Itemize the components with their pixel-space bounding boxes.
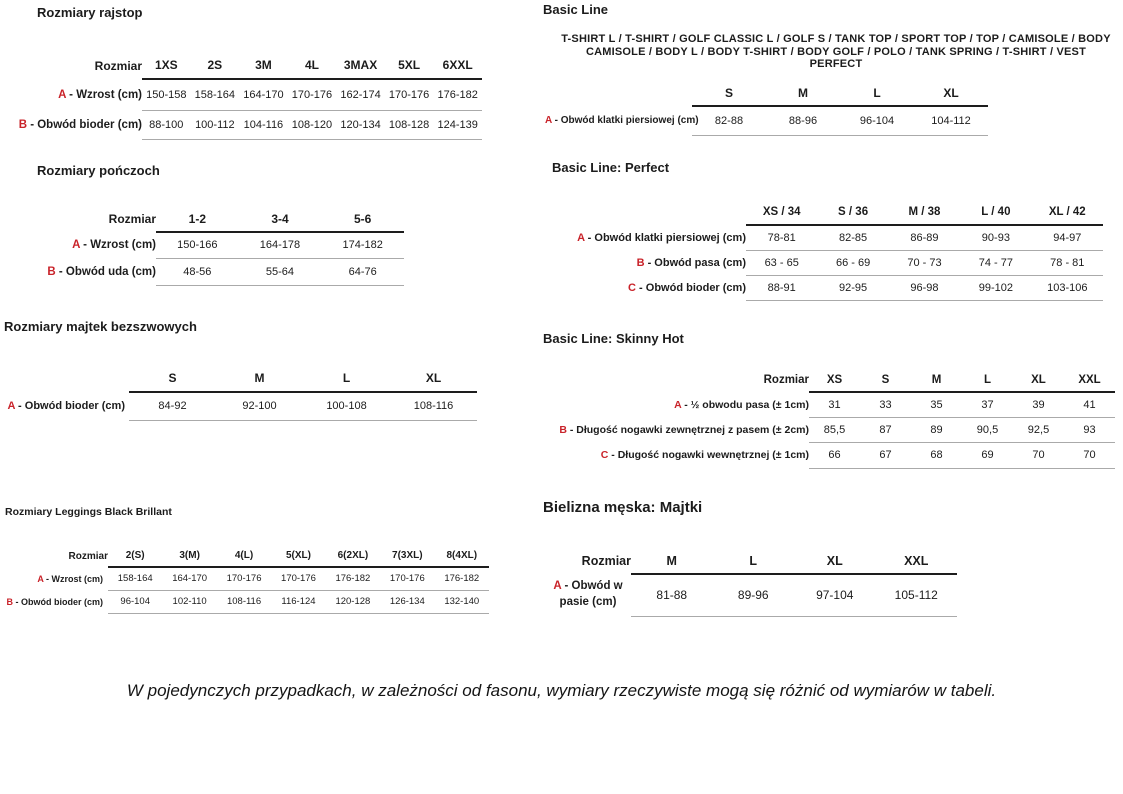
size-value: 70: [1064, 442, 1115, 468]
table-corner-label: Rozmiar: [94, 58, 142, 73]
size-value: 150-158: [142, 79, 191, 110]
size-value: 100-112: [191, 110, 240, 139]
row-label: A - Obwód w pasie (cm): [553, 580, 623, 608]
row-label: C - Obwód bioder (cm): [628, 281, 746, 294]
size-value: 176-182: [435, 567, 489, 590]
size-value: 33: [860, 392, 911, 417]
size-value: 162-174: [336, 79, 385, 110]
column-header: L: [962, 368, 1013, 392]
column-header: XL: [390, 364, 477, 392]
column-header: M: [911, 368, 962, 392]
size-value: 93: [1064, 417, 1115, 442]
size-value: 87: [860, 417, 911, 442]
size-value: 176-182: [326, 567, 380, 590]
row-label: A - Obwód klatki piersiowej (cm): [545, 115, 699, 126]
size-value: 35: [911, 392, 962, 417]
size-value: 96-104: [840, 106, 914, 135]
size-value: 105-112: [876, 574, 958, 616]
size-value: 108-116: [390, 392, 477, 420]
row-label: B - Obwód bioder (cm): [6, 596, 103, 607]
size-value: 55-64: [239, 258, 322, 285]
column-header: M / 38: [889, 199, 960, 225]
size-value: 88-91: [746, 275, 817, 300]
column-header: 4L: [288, 52, 337, 79]
size-value: 67: [860, 442, 911, 468]
size-value: 92,5: [1013, 417, 1064, 442]
size-value: 31: [809, 392, 860, 417]
basic-line-product-list: T-SHIRT L / T-SHIRT / GOLF CLASSIC L / GOLF S / TANK TOP / SPORT TOP / TOP / CAMISOLE / BODY CAMISOLE / BODY L / BODY T-SHIRT / BODY GOLF / POLO / TANK SPRING / T-SHIRT / VEST PERFECT: [561, 33, 1111, 70]
size-value: 64-76: [321, 258, 404, 285]
size-value: 94-97: [1032, 225, 1103, 250]
measure-letter: B: [47, 265, 56, 278]
column-header: M: [216, 364, 303, 392]
column-header: XXL: [876, 548, 958, 574]
row-label: B - Obwód pasa (cm): [636, 256, 746, 269]
row-label: A - Obwód klatki piersiowej (cm): [577, 231, 746, 244]
size-value: 96-98: [889, 275, 960, 300]
size-value: 96-104: [108, 590, 162, 613]
size-value: 176-182: [433, 79, 482, 110]
column-header: L: [840, 80, 914, 106]
row-label: A - Wzrost (cm): [58, 88, 142, 101]
size-value: 108-116: [217, 590, 271, 613]
column-header: 4(L): [217, 545, 271, 567]
size-value: 86-89: [889, 225, 960, 250]
size-value: 150-166: [156, 232, 239, 258]
size-value: 68: [911, 442, 962, 468]
size-value: 82-88: [692, 106, 766, 135]
column-header: XL / 42: [1032, 199, 1103, 225]
column-header: 5(XL): [271, 545, 325, 567]
row-label: B - Długość nogawki zewnętrznej z pasem (± 2cm): [559, 423, 809, 436]
size-table-bielizna-meska: [545, 548, 957, 617]
measure-letter: A: [674, 398, 682, 411]
section-title-leggings: Rozmiary Leggings Black Brillant: [5, 506, 172, 518]
section-title-majtki-bezszwowe: Rozmiary majtek bezszwowych: [4, 319, 197, 334]
size-value: 66: [809, 442, 860, 468]
size-value: 39: [1013, 392, 1064, 417]
size-value: 104-112: [914, 106, 988, 135]
size-value: 174-182: [321, 232, 404, 258]
measure-letter: A: [553, 580, 562, 593]
measure-letter: B: [559, 423, 567, 436]
section-title-basic-line-skinny-hot: Basic Line: Skinny Hot: [543, 331, 684, 346]
size-value: 158-164: [108, 567, 162, 590]
size-value: 70 - 73: [889, 250, 960, 275]
measure-letter: B: [18, 118, 27, 131]
column-header: L: [303, 364, 390, 392]
size-value: 120-134: [336, 110, 385, 139]
row-label: A - Wzrost (cm): [37, 573, 103, 584]
size-value: 124-139: [433, 110, 482, 139]
section-title-bielizna-meska: Bielizna męska: Majtki: [543, 499, 703, 516]
column-header: XL: [914, 80, 988, 106]
column-header: S: [692, 80, 766, 106]
size-value: 103-106: [1032, 275, 1103, 300]
measure-letter: C: [600, 449, 609, 461]
size-value: 74 - 77: [960, 250, 1031, 275]
column-header: 5-6: [321, 206, 404, 232]
size-value: 97-104: [794, 574, 876, 616]
table-corner-label: Rozmiar: [581, 554, 631, 568]
row-label: B - Obwód bioder (cm): [18, 118, 142, 131]
measure-letter: A: [37, 573, 44, 584]
size-value: 90,5: [962, 417, 1013, 442]
column-header: XL: [794, 548, 876, 574]
size-value: 170-176: [271, 567, 325, 590]
column-header: S / 36: [817, 199, 888, 225]
disclaimer-note: W pojedynczych przypadkach, w zależności od fasonu, wymiary rzeczywiste mogą się różnić od wymiarów w tabeli.: [126, 681, 997, 700]
size-value: 89: [911, 417, 962, 442]
column-header: L: [713, 548, 795, 574]
table-corner-label: Rozmiar: [68, 550, 108, 562]
section-title-ponczochy: Rozmiary pończoch: [37, 163, 160, 178]
size-value: 120-128: [326, 590, 380, 613]
size-value: 78-81: [746, 225, 817, 250]
column-header: 3M: [239, 52, 288, 79]
size-value: 158-164: [191, 79, 240, 110]
column-header: XL: [1013, 368, 1064, 392]
size-value: 89-96: [713, 574, 795, 616]
size-value: 37: [962, 392, 1013, 417]
size-value: 69: [962, 442, 1013, 468]
column-header: 2S: [191, 52, 240, 79]
measure-letter: B: [636, 256, 645, 269]
measure-letter: A: [58, 88, 66, 101]
section-title-basic-line-perfect: Basic Line: Perfect: [552, 160, 670, 175]
column-header: L / 40: [960, 199, 1031, 225]
column-header: XXL: [1064, 368, 1115, 392]
column-header: 6(2XL): [326, 545, 380, 567]
column-header: 3(M): [162, 545, 216, 567]
column-header: 1-2: [156, 206, 239, 232]
column-header: S: [860, 368, 911, 392]
size-value: 164-178: [239, 232, 322, 258]
size-table-host-bielizna-meska: [545, 548, 957, 617]
measure-letter: A: [545, 115, 552, 126]
size-value: 100-108: [303, 392, 390, 420]
row-label: A - Wzrost (cm): [72, 239, 156, 251]
column-header: 8(4XL): [435, 545, 489, 567]
row-label: A - ½ obwodu pasa (± 1cm): [674, 398, 809, 411]
size-value: 66 - 69: [817, 250, 888, 275]
measure-letter: B: [6, 596, 13, 607]
section-title-basic-line: Basic Line: [543, 2, 609, 17]
column-header: 7(3XL): [380, 545, 434, 567]
column-header: 6XXL: [433, 52, 482, 79]
size-value: 132-140: [435, 590, 489, 613]
size-value: 92-95: [817, 275, 888, 300]
section-title-rajstopy: Rozmiary rajstop: [37, 5, 143, 20]
size-value: 108-128: [385, 110, 434, 139]
size-value: 63 - 65: [746, 250, 817, 275]
size-value: 164-170: [239, 79, 288, 110]
column-header: 2(S): [108, 545, 162, 567]
size-value: 78 - 81: [1032, 250, 1103, 275]
size-value: 108-120: [288, 110, 337, 139]
size-value: 170-176: [288, 79, 337, 110]
column-header: 5XL: [385, 52, 434, 79]
size-value: 90-93: [960, 225, 1031, 250]
size-value: 70: [1013, 442, 1064, 468]
row-label: B - Obwód uda (cm): [47, 265, 156, 278]
measure-letter: A: [577, 231, 585, 244]
size-value: 104-116: [239, 110, 288, 139]
column-header: M: [631, 548, 713, 574]
column-header: 3MAX: [336, 52, 385, 79]
row-label: A - Obwód bioder (cm): [7, 400, 125, 412]
size-value: 164-170: [162, 567, 216, 590]
size-value: 170-176: [217, 567, 271, 590]
column-header: XS: [809, 368, 860, 392]
size-value: 88-96: [766, 106, 840, 135]
size-value: 84-92: [129, 392, 216, 420]
size-value: 85,5: [809, 417, 860, 442]
column-header: XS / 34: [746, 199, 817, 225]
measure-letter: A: [72, 239, 80, 251]
size-value: 82-85: [817, 225, 888, 250]
size-value: 170-176: [385, 79, 434, 110]
size-value: 102-110: [162, 590, 216, 613]
size-value: 48-56: [156, 258, 239, 285]
measure-letter: A: [7, 400, 15, 412]
size-value: 41: [1064, 392, 1115, 417]
size-value: 170-176: [380, 567, 434, 590]
size-value: 88-100: [142, 110, 191, 139]
row-label: C - Długość nogawki wewnętrznej (± 1cm): [600, 449, 809, 461]
table-corner-label: Rozmiar: [763, 374, 809, 386]
column-header: S: [129, 364, 216, 392]
column-header: M: [766, 80, 840, 106]
size-value: 116-124: [271, 590, 325, 613]
column-header: 1XS: [142, 52, 191, 79]
measure-letter: C: [628, 281, 636, 294]
size-value: 81-88: [631, 574, 713, 616]
column-header: 3-4: [239, 206, 322, 232]
size-value: 126-134: [380, 590, 434, 613]
table-corner-label: Rozmiar: [108, 212, 156, 226]
size-value: 99-102: [960, 275, 1031, 300]
size-value: 92-100: [216, 392, 303, 420]
